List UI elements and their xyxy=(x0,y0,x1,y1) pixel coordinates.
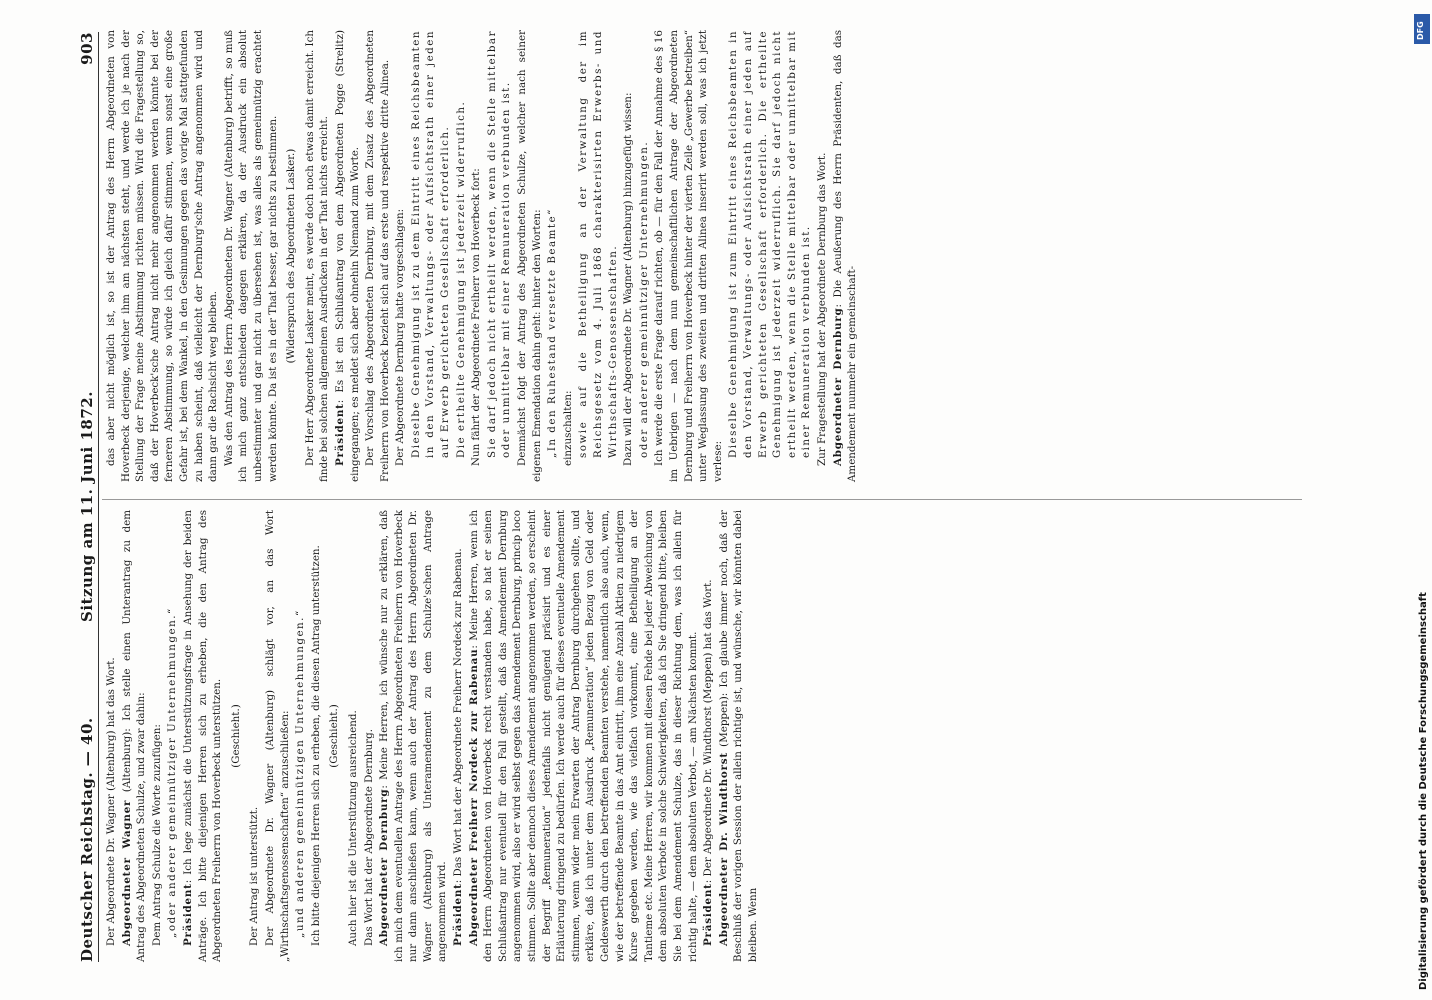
paragraph xyxy=(621,30,636,482)
quoted-text xyxy=(726,30,814,458)
paragraph-text: : Die Aeußerung des Herrn Präsidenten, daß das Amendement nunmehr ein gemeinschaft- xyxy=(831,30,859,482)
paragraph xyxy=(467,510,701,962)
stage-direction xyxy=(229,510,244,962)
paragraph xyxy=(263,510,292,962)
paragraph-text: Sie darf jedoch nicht ertheilt werden, wenn die Stelle mittelbar oder unmittelbar mit einer Remuneration verbunden ist. xyxy=(485,30,513,458)
paragraph-text: (Widerspruch des Abgeordneten Lasker.) xyxy=(285,148,298,364)
paragraph xyxy=(247,510,262,962)
header-session: Sitzung am 11. Juni 1872. xyxy=(78,391,96,622)
quoted-text xyxy=(165,510,180,938)
quoted-text xyxy=(576,30,620,458)
paragraph-text: Ich bitte diejenigen Herren sich zu erheben, die diesen Antrag unterstützen. xyxy=(309,545,322,946)
paragraph-text: oder anderer gemeinnütziger Unternehmungen. xyxy=(637,140,650,458)
paragraph-text: Dieselbe Genehmigung ist zum Eintritt eines Reichsbeamten in den Vorstand, Verwaltungs- oder Aufsichtsrath einer jeden auf Erwerb gerichteten Gesellschaft erforderlich. Die ertheilte Genehmigung ist jederzeit widerruflich. Sie darf jedoch nicht ertheilt werden, wenn die Stelle mittelbar oder unmittelbar mit einer Remuneration verbunden ist. xyxy=(727,30,813,458)
paragraph xyxy=(150,510,165,962)
speaker-name: Präsident xyxy=(702,883,715,946)
paragraph xyxy=(303,30,332,482)
quoted-text xyxy=(485,30,514,458)
right-column xyxy=(104,30,861,482)
paragraph-text: : Der Abgeordnete Dr. Windthorst (Meppen) hat das Wort. xyxy=(702,579,715,884)
paragraph-text: Ich werde die erste Frage darauf richten, ob — für den Fall der Annahme des § 16 im Uebrigen — nach dem nun gemeinschaftlichen Antrage der Abgeordneten Dernburg und Freiherrn von Hoverbeck hinter der vierten Zeile „Gewerbe betreiben“ unter Weglassung des zweiten und dritten Alinea inserirt werden soll, was ich jetzt verlese: xyxy=(653,30,724,482)
paragraph-text: Das Wort hat der Abgeordnete Dernburg. xyxy=(362,729,375,946)
paragraph-text: Der Vorschlag des Abgeordneten Dernburg, mit dem Zusatz des Abgeordneten Freiherrn von Hoverbeck bezieht sich auf das erste und respektive dritte Alinea. xyxy=(364,30,391,482)
paragraph xyxy=(561,30,576,482)
paragraph xyxy=(652,30,725,482)
paragraph-text: Nun fährt der Abgeordnete Freiherr von Hoverbeck fort: xyxy=(470,168,483,466)
dfg-watermark: Digitalisierung gefördert durch die Deutsche Forschungsgemeinschaft xyxy=(1418,592,1429,990)
paragraph xyxy=(104,30,221,482)
stage-direction xyxy=(284,30,299,482)
paragraph-text: das aber nicht möglich ist, so ist der Antrag des Herrn Abgeordneten von Hoverbeck derjenige, welcher ihm am nächsten steht, und werde ich je nach der Stellung der Frage meine Abstimmung richten müssen. Wird die Fragestellung so, daß der Hoverbeck'sche Antrag nicht mehr angenommen werden könnte bei der ferneren Abstimmung, so würde ich gleich dafür stimmen, wenn sonst eine große Gefahr ist, bei dem Wankel, in den Gesinnungen gegen das vorige Mal stattgefunden zu haben scheint, daß vielleicht der Dernburg'sche Antrag angenommen wird und dann gar die Rachsicht weg bleiben. xyxy=(105,30,220,482)
paragraph-text: (Geschieht.) xyxy=(328,704,341,768)
speaker-name: Abgeordneter Freiherr Nordeck zur Rabenau xyxy=(467,648,480,946)
paragraph-text: einzuschalten: xyxy=(561,390,574,466)
paragraph-text: sowie auf die Betheiligung an der Verwaltung der im Reichsgesetz vom 4. Juli 1868 charakterisirten Erwerbs- und Wirthschafts-Genossenschaften. xyxy=(577,30,619,458)
paragraph xyxy=(451,510,466,962)
paragraph-text: Zur Fragestellung hat der Abgeordnete Dernburg das Wort. xyxy=(815,152,828,466)
left-column xyxy=(104,510,762,962)
paragraph xyxy=(309,510,324,962)
paragraph-text: Dieselbe Genehmigung ist zu dem Eintritt eines Reichsbeamten in den Vorstand, Verwaltungs- oder Aufsichtsrath einer jeden auf Erwerb gerichteten Gesellschaft erforderlich. xyxy=(409,30,452,458)
paragraph xyxy=(377,510,450,962)
paragraph-text: (Geschieht.) xyxy=(229,704,242,768)
paragraph-text: (Altenburg): Ich stelle einen Unterantrag zu dem Antrag des Abgeordneten Schulze, und zwar dahin: xyxy=(120,510,148,962)
paragraph-text: : Es ist ein Schlußantrag von dem Abgeordneten Pogge (Strelitz) eingegangen; es meldet sich aber ohnehin Niemand zum Worte. xyxy=(333,30,361,482)
paragraph-text: Die ertheilte Genehmigung ist jederzeit widerruflich. xyxy=(454,100,467,458)
quoted-text xyxy=(545,30,560,458)
speaker-name: Präsident xyxy=(333,403,346,466)
speaker-name: Abgeordneter Dernburg xyxy=(831,307,844,466)
paragraph xyxy=(831,30,860,482)
paragraph xyxy=(346,510,361,962)
quoted-text xyxy=(293,510,308,938)
paragraph-text: Der Abgeordnete Dr. Wagner (Altenburg) hat das Wort. xyxy=(105,657,117,946)
paragraph xyxy=(515,30,544,482)
paragraph-text: : Meine Herren, wenn ich den Herrn Abgeordneten von Hoverbeck recht verstanden habe, so hat er seinen Schlußantrag nur eventuell für den Fall gestellt, daß das Amendement Dernburg angenommen wird, also er wird selbst gegen das Amendement Dernburg, princip loco stimmen. Sollte aber dennoch dieses Amendement angenommen werden, so erscheint der Begriff „Remuneration“ jedenfalls nicht genügend präcisirt und es einer Erläuterung dringend zu bedürfen. Ich werde auch für dieses eventuelle Amendement stimmen, wenn wider mein Erwarten der Antrag Dernburg durchgehen sollte, und erkläre, daß ich unter dem Ausdruck „Remuneration“ jeden Bezug von Geld oder Geldeswerth durch den betreffenden Beamten verstehe, namentlich also auch, wenn, wie der betreffende Beamte in das Amt eintritt, ihm eine Anzahl Aktien zu niedrigem Kurse gegeben werden, wie das vielfach vorkommt, eine Betheiligung an der Tantieme etc. Meine Herren, wir kommen mit diesen Fehde bei jeder Abweichung von dem absoluten Verbote in solche Schwierigkeiten, daß ich Sie dringend bitte, bleiben Sie bei dem Amendement Schulze, das in dieser Richtung dem, was ich allein für richtig halte, — dem absoluten Verbot, — am Nächsten kommt. xyxy=(467,510,699,962)
paragraph-text: Der Abgeordnete Dr. Wagner (Altenburg) schlägt vor, an das Wort „Wirthschaftsgenossenschaften“ anzuschließen: xyxy=(263,510,291,962)
paragraph-text: : Das Wort hat der Abgeordnete Freiherr Nordeck zur Rabenau. xyxy=(452,548,465,884)
paragraph-text: Der Antrag ist unterstützt. xyxy=(248,806,261,946)
speaker-name: Abgeordneter Wagner xyxy=(120,799,133,946)
header-title: Deutscher Reichstag. — 40. xyxy=(78,717,96,962)
paragraph xyxy=(815,30,830,482)
column-divider xyxy=(102,499,1302,500)
paragraph-text: Dem Antrag Schulze die Worte zuzufügen: xyxy=(150,724,163,946)
paragraph xyxy=(333,30,362,482)
paragraph xyxy=(222,30,280,482)
paragraph-text: Auch hier ist die Unterstützung ausreichend. xyxy=(346,710,359,946)
paragraph xyxy=(469,30,484,482)
speaker-name: Abgeordneter Dr. Windthorst xyxy=(717,752,730,946)
paragraph-text: : Meine Herren, ich wünsche nur zu erklären, daß ich mich dem eventuellen Antrage des Herrn Abgeordneten Freiherrn von Hoverbeck nur dann anschließen kann, wenn auch der Antrag des Herrn Abgeordneten Dr. Wagner (Altenburg) als Unteramendement zu dem Schulze'schen Antrage angenommen wird. xyxy=(378,510,449,962)
paragraph-text: „oder anderer gemeinnütziger Unternehmungen.“ xyxy=(166,607,179,938)
paragraph xyxy=(393,30,408,482)
paragraph-text: „In den Ruhestand versetzte Beamte“ xyxy=(546,208,559,458)
speaker-name: Präsident xyxy=(452,883,465,946)
paragraph xyxy=(717,510,761,962)
paragraph-text: Dazu will der Abgeordnete Dr. Wagner (Altenburg) hinzugefügt wissen: xyxy=(622,92,635,466)
paragraph-text: „und anderen gemeinnützigen Unternehmungen.“ xyxy=(294,609,307,938)
paragraph xyxy=(104,510,119,962)
page-header xyxy=(78,32,99,962)
page-number: 903 xyxy=(78,32,96,65)
paragraph-text: : Ich lege zunächst die Unterstützungsfrage in Ansehung der beiden Anträge. Ich bitte diejenigen Herren sich zu erheben, die den Antrag des Abgeordneten Freiherrn von Hoverbeck unterstützen. xyxy=(181,510,224,962)
speaker-name: Präsident xyxy=(181,883,194,946)
dfg-logo xyxy=(1414,14,1430,44)
paragraph-text: Was den Antrag des Herrn Abgeordneten Dr. Wagner (Altenburg) betrifft, so muß ich mich ganz entschieden dagegen erklären, da der Ausdruck ein absolut unbestimmter und gar nicht zu übersehen ist, was alles als gemeinnützig erachtet werden könnte. Da ist es in der That besser, gar nichts zu bestimmen. xyxy=(222,30,279,482)
paragraph xyxy=(362,510,377,962)
dfg-logo-text: DFG xyxy=(1416,21,1425,40)
paragraph xyxy=(120,510,149,962)
paragraph-text: Demnächst folgt der Antrag des Abgeordneten Schulze, welcher nach seiner eigenen Emendation dahin geht: hinter den Worten: xyxy=(516,30,543,482)
paragraph-text: Der Herr Abgeordnete Lasker meint, es werde doch noch etwas damit erreicht. Ich finde bei solchen allgemeinen Ausdrücken in der That nichts erreicht. xyxy=(303,30,331,482)
quoted-text xyxy=(637,30,652,458)
paragraph-text: Der Abgeordnete Dernburg hatte vorgeschlagen: xyxy=(394,208,407,466)
paragraph-text: (Meppen): Ich glaube immer noch, daß der Beschluß der vorigen Session der allein richtige ist, und wünsche, wir könnten dabei bleiben. Wenn xyxy=(717,510,759,962)
paragraph xyxy=(363,30,392,482)
speaker-name: Abgeordneter Dernburg xyxy=(378,788,391,946)
quoted-text xyxy=(454,30,469,458)
paragraph xyxy=(701,510,716,962)
quoted-text xyxy=(409,30,453,458)
stage-direction xyxy=(327,510,342,962)
paragraph xyxy=(181,510,225,962)
